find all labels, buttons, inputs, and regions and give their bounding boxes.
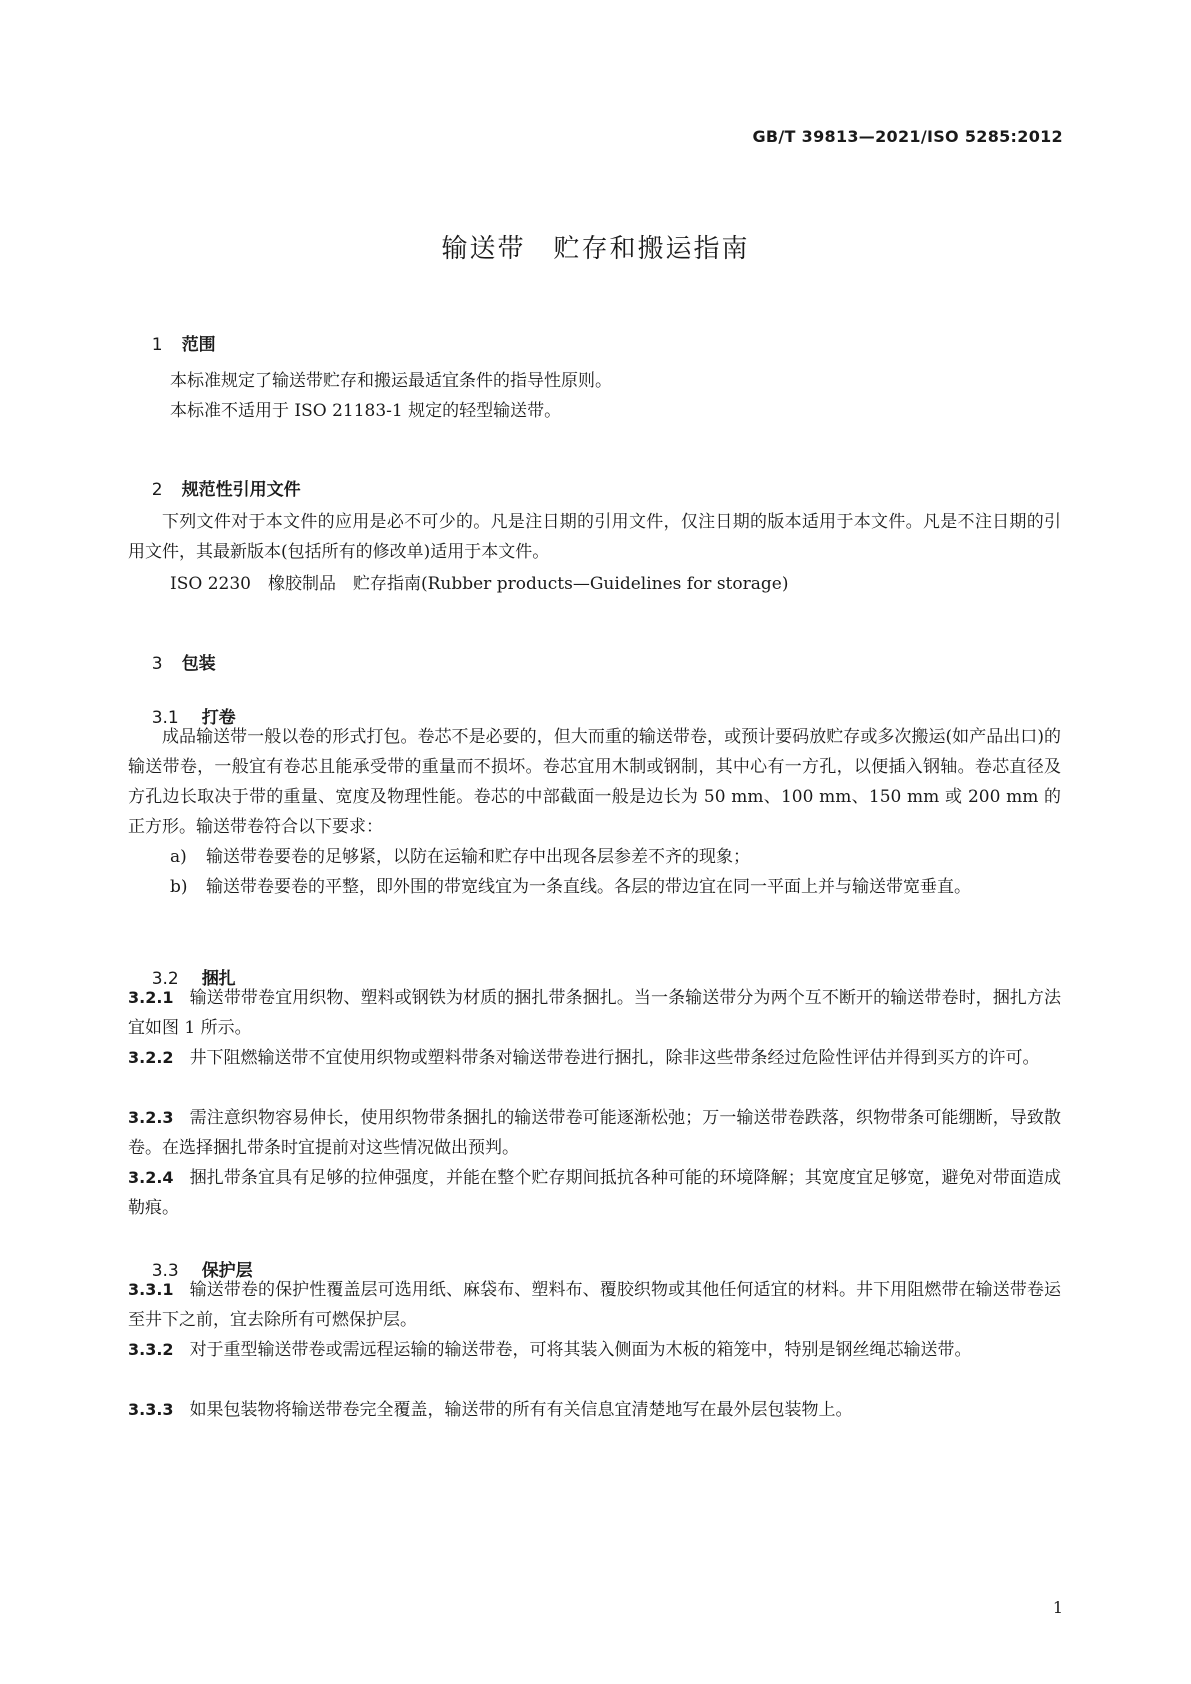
clause-text: 捆扎带条宜具有足够的拉伸强度，并能在整个贮存期间抵抗各种可能的环境降解；其宽度宜足够宽，避免对带面造成勒痕。: [128, 1168, 1061, 1218]
list-marker: b): [170, 877, 188, 897]
reference-iso-2230: ISO 2230 橡胶制品 贮存指南(Rubber products—Guidelines for storage): [170, 574, 789, 594]
clause-number: 3.2.2: [128, 1048, 174, 1067]
references-paragraph: 下列文件对于本文件的应用是必不可少的。凡是注日期的引用文件，仅注日期的版本适用于本文件。凡是不注日期的引用文件，其最新版本(包括所有的修改单)适用于本文件。: [128, 512, 1061, 562]
list-text: 输送带卷要卷的足够紧，以防在运输和贮存中出现各层参差不齐的现象；: [206, 847, 750, 867]
clause-text: 对于重型输送带卷或需远程运输的输送带卷，可将其装入侧面为木板的箱笼中，特别是钢丝绳芯输送带。: [189, 1340, 972, 1360]
clause-text: 输送带带卷宜用织物、塑料或钢铁为材质的捆扎带条捆扎。当一条输送带分为两个互不断开的输送带卷时，捆扎方法宜如图 1 所示。: [128, 988, 1061, 1038]
clause-text: 需注意织物容易伸长，使用织物带条捆扎的输送带卷可能逐渐松弛；万一输送带卷跌落，织物带条可能绷断，导致散卷。在选择捆扎带条时宜提前对这些情况做出预判。: [128, 1108, 1061, 1158]
section-title: 范围: [181, 335, 216, 355]
section-number: 3.3: [151, 1261, 179, 1281]
section-title: 打卷: [201, 708, 236, 728]
section-title: 规范性引用文件: [181, 480, 301, 500]
clause-number: 3.2.3: [128, 1108, 174, 1127]
section-number: 3: [151, 654, 163, 674]
list-item: [170, 842, 1061, 872]
section-number: 1: [151, 335, 163, 355]
scope-paragraph-1: 本标准规定了输送带贮存和搬运最适宜条件的指导性原则。: [170, 371, 612, 391]
section-title: 捆扎: [201, 969, 236, 989]
clause-number: 3.3.1: [128, 1280, 174, 1299]
clause-3-3-2: [128, 1335, 1061, 1365]
page-number: 1: [1052, 1598, 1063, 1617]
scope-paragraph-2: 本标准不适用于 ISO 21183-1 规定的轻型输送带。: [170, 401, 562, 421]
clause-3-3-1: [128, 1275, 1061, 1335]
clause-number: 3.2.4: [128, 1168, 174, 1187]
clause-text: 输送带卷的保护性覆盖层可选用纸、麻袋布、塑料布、覆胶织物或其他任何适宜的材料。井下用阻燃带在输送带卷运至井下之前，宜去除所有可燃保护层。: [128, 1280, 1061, 1330]
clause-3-2-1: [128, 983, 1061, 1043]
section-title: 保护层: [201, 1261, 253, 1281]
clause-number: 3.3.2: [128, 1340, 174, 1359]
document-title: 输送带 贮存和搬运指南: [441, 234, 750, 264]
list-marker: a): [170, 847, 187, 867]
clause-number: 3.2.1: [128, 988, 174, 1007]
clause-text: 如果包装物将输送带卷完全覆盖，输送带的所有有关信息宜清楚地写在最外层包装物上。: [189, 1400, 853, 1420]
list-text: 输送带卷要卷的平整，即外围的带宽线宜为一条直线。各层的带边宜在同一平面上并与输送带宽垂直。: [206, 877, 971, 897]
standard-code: GB/T 39813—2021/ISO 5285:2012: [752, 127, 1063, 146]
clause-3-2-4: [128, 1163, 1061, 1223]
clause-text: 井下阻燃输送带不宜使用织物或塑料带条对输送带卷进行捆扎，除非这些带条经过危险性评估并得到买方的许可。: [189, 1048, 1040, 1068]
clause-number: 3.3.3: [128, 1400, 174, 1419]
section-number: 2: [151, 480, 163, 500]
section-number: 3.1: [151, 708, 179, 728]
list-item: [170, 872, 1061, 902]
section-title: 包装: [181, 654, 216, 674]
section-number: 3.2: [151, 969, 179, 989]
clause-3-2-3: [128, 1103, 1061, 1163]
clause-3-3-3: [128, 1395, 1061, 1425]
rolling-paragraph: 成品输送带一般以卷的形式打包。卷芯不是必要的，但大而重的输送带卷，或预计要码放贮存或多次搬运(如产品出口)的输送带卷，一般宜有卷芯且能承受带的重量而不损坏。卷芯宜用木制或钢制，其中心有一方孔，以便插入钢轴。卷芯直径及方孔边长取决于带的重量、宽度及物理性能。卷芯的中部截面一般是边长为 50 mm、100 mm、150 mm 或 200 mm 的正方形。输送带卷符合以下要求：: [128, 727, 1061, 837]
clause-3-2-2: [128, 1043, 1061, 1073]
